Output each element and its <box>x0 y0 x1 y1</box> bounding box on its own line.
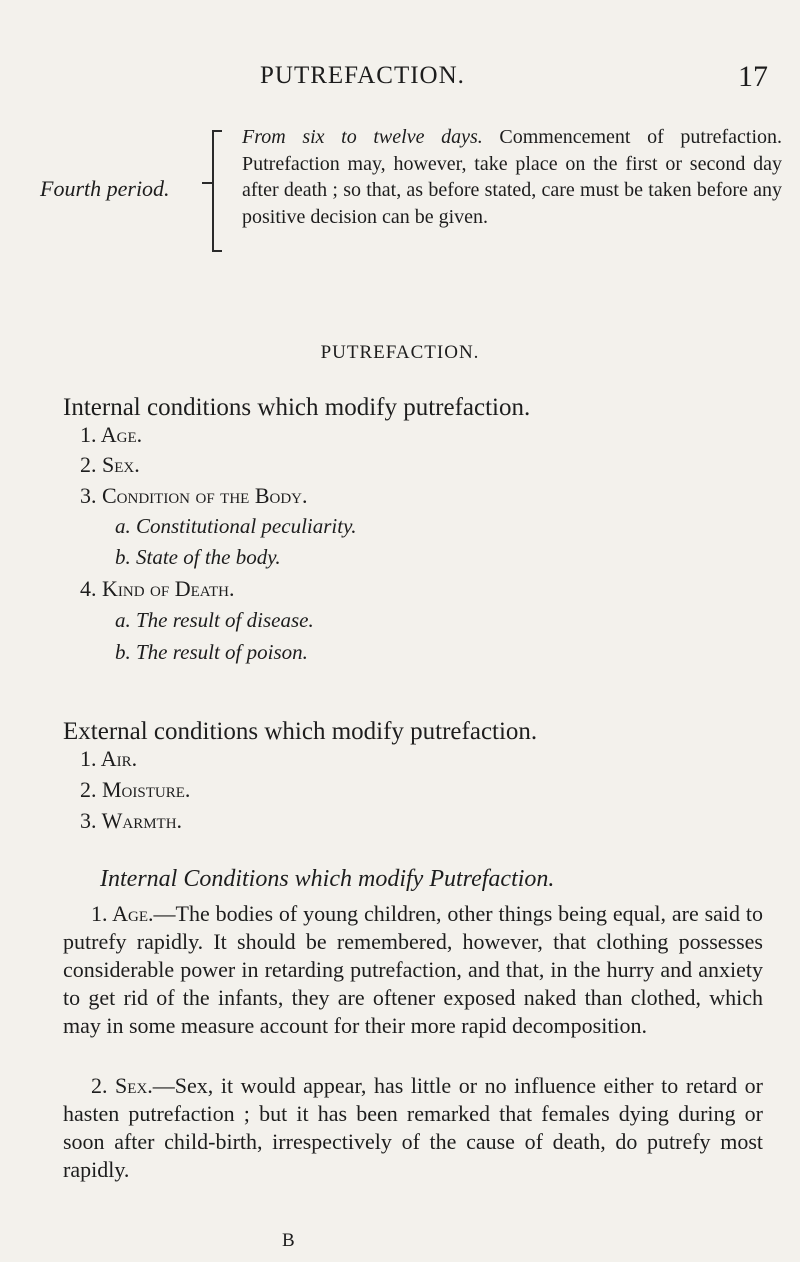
paragraph-body: —The bodies of young children, other things being equal, are said to putrefy rapidly. It should be remembered, however, that clothing possesses considerable power in retarding putrefaction, and that, in the hurry and anxiety to get rid of the infants, they are oftener exposed naked than clothed, which may in some measure account for their more rapid decomposition. <box>63 901 764 1038</box>
running-head-title: PUTREFACTION. <box>260 62 465 89</box>
internal-item-label: Age. <box>100 422 143 447</box>
internal-item-num: 2. <box>80 452 97 477</box>
external-item-label: Warmth. <box>101 808 183 833</box>
sub-text: State of the body. <box>136 545 281 569</box>
sub-text: The result of disease. <box>136 608 314 632</box>
paragraph-body: —Sex, it would appear, has little or no influence either to retard or hasten putrefaction ; but it has been remarked that females dying during or soon after child-birth, irrespectively of the cause of death, do putrefy most rapidly. <box>63 1073 763 1182</box>
internal-item-label: Sex. <box>102 452 140 477</box>
section-heading: PUTREFACTION. <box>320 342 480 363</box>
running-head <box>0 62 800 98</box>
internal-item-condition <box>80 483 308 509</box>
death-sub-a <box>115 608 314 633</box>
external-item-label: Air. <box>100 746 138 771</box>
condition-sub-b <box>115 545 281 570</box>
page-number: 17 <box>738 60 768 93</box>
sub-text: Constitutional peculiarity. <box>136 514 357 538</box>
external-item-label: Moisture. <box>102 777 191 802</box>
death-sub-b <box>115 640 308 665</box>
brace-tip-icon <box>202 182 212 184</box>
condition-sub-a <box>115 514 357 539</box>
external-item-num: 2. <box>80 777 97 802</box>
paragraph-lead: 2. Sex. <box>91 1073 153 1098</box>
italic-section-heading: Internal Conditions which modify Putrefaction. <box>100 866 555 892</box>
external-item-air <box>80 746 137 772</box>
signature-mark: B <box>282 1230 295 1251</box>
internal-item-num: 3. <box>80 483 97 508</box>
internal-item-sex <box>80 452 140 478</box>
internal-item-age <box>80 422 142 448</box>
external-item-moisture <box>80 777 190 803</box>
sub-letter: b. <box>115 545 131 569</box>
sub-text: The result of poison. <box>136 640 308 664</box>
external-item-num: 3. <box>80 808 97 833</box>
fourth-period-label: Fourth period. <box>40 176 170 201</box>
fourth-period-body: Commencement of putrefaction. Putrefaction may, however, take place on the first or second day after death ; so that, as before stated, care must be taken before any positive decision can be given. <box>242 126 783 228</box>
external-item-num: 1. <box>80 746 97 771</box>
internal-item-kind-of-death <box>80 576 234 602</box>
internal-item-label: Kind of Death. <box>102 576 235 601</box>
sub-letter: b. <box>115 640 131 664</box>
fourth-period-block <box>40 124 783 260</box>
internal-item-label: Condition of the Body. <box>102 483 308 508</box>
internal-item-num: 4. <box>80 576 97 601</box>
internal-conditions-title: Internal conditions which modify putrefaction. <box>63 394 531 421</box>
paragraph-sex <box>63 1072 763 1184</box>
sub-letter: a. <box>115 608 131 632</box>
brace-icon <box>212 130 228 252</box>
paragraph-lead: 1. Age. <box>91 901 154 926</box>
internal-item-num: 1. <box>80 422 97 447</box>
fourth-period-text <box>242 124 782 230</box>
external-conditions-title: External conditions which modify putrefaction. <box>63 718 538 745</box>
fourth-period-lead: From six to twelve days. <box>242 126 483 148</box>
paragraph-age <box>63 900 763 1040</box>
sub-letter: a. <box>115 514 131 538</box>
external-item-warmth <box>80 808 182 834</box>
